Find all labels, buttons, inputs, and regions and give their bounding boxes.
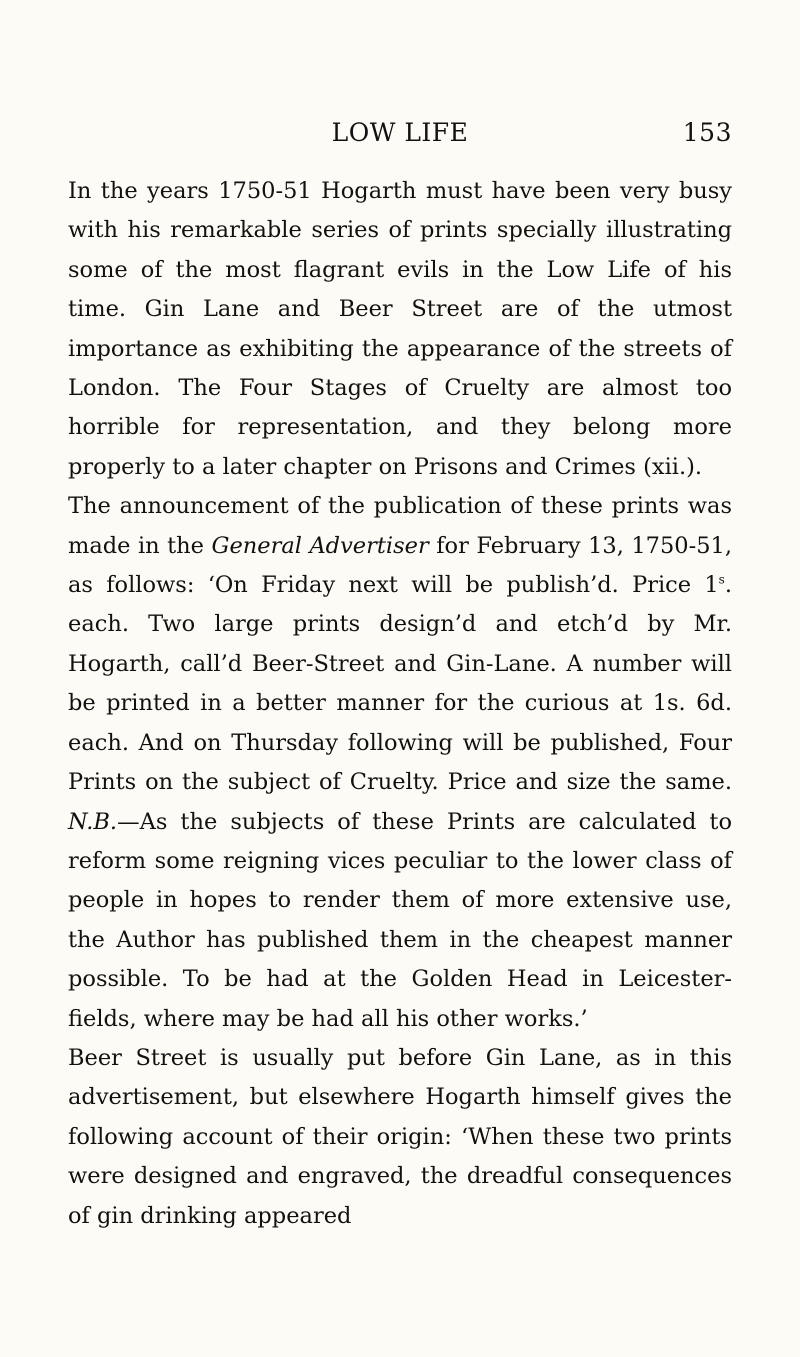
paragraph: Beer Street is usually put before Gin Lane, as in this advertisement, but elsewhere Hogarth himself gives the following account of their origin: ‘When these two prints were designed and engraved, the dreadful consequences of gin drinking appeared	[68, 1044, 732, 1229]
text-span: The announcement of the publication of these prints was made in the	[68, 493, 732, 559]
book-page	[68, 118, 732, 1236]
body-text	[68, 172, 732, 1236]
text-span: for February 13, 1750-51, as follows: ‘On Friday next will be publish’d. Price 1	[68, 532, 732, 599]
text-span: . each. Two large prints design’d and etch’d by Mr. Hogarth, call’d Beer-Street and Gin-Lane. A number will be printed in a better manner for the curious at 1s. 6d. each. And on Thursday following will be published, Four Prints on the subject of Cruelty. Price and size the same.	[68, 572, 732, 796]
newspaper-title: General Advertiser	[211, 532, 429, 559]
text-span: —As the subjects of these Prints are calculated to reform some reigning vices peculiar to the lower class of people in hopes to render them of more extensive use, the Author has published them in the cheapest manner possible. To be had at the Golden Head in Leicester-fields, where may be had all his other works.’	[68, 808, 732, 1032]
paragraph	[68, 487, 732, 1039]
page-number: 153	[682, 118, 732, 147]
paragraph: In the years 1750-51 Hogarth must have been very busy with his remarkable series of prints specially illustrating some of the most flagrant evils in the Low Life of his time. Gin Lane and Beer Street are of the utmost importance as exhibiting the appearance of the streets of London. The Four Stages of Cruelty are almost too horrible for representation, and they belong more properly to a later chapter on Prisons and Crimes (xii.).	[68, 178, 732, 480]
nota-bene: N.B.	[68, 808, 118, 835]
running-title: LOW LIFE	[331, 118, 469, 147]
running-head	[68, 118, 732, 158]
superscript: s	[718, 572, 725, 587]
